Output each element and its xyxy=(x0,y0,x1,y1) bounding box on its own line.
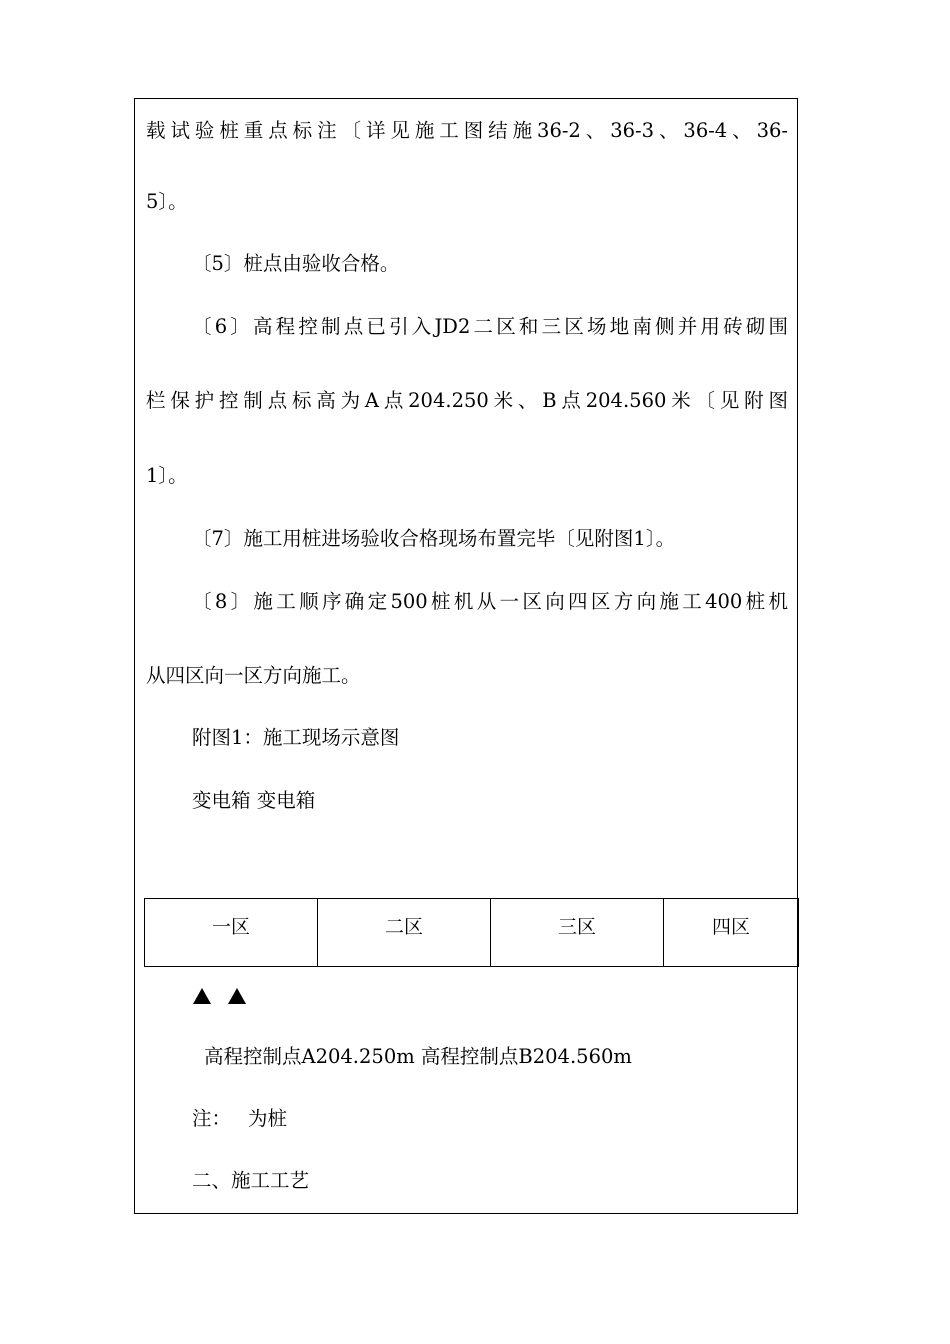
figure-caption: 附图1：施工现场示意图 xyxy=(192,726,400,749)
substation-labels: 变电箱 变电箱 xyxy=(192,789,316,812)
triangle-icon xyxy=(228,988,246,1004)
item-7-line: 〔7〕施工用桩进场验收合格现场布置完毕〔见附图1〕。 xyxy=(192,527,676,550)
zone-diagram xyxy=(144,898,799,967)
control-point-markers xyxy=(193,986,263,1010)
item-6-line-2: 栏保护控制点标高为A点204.250米、B点204.560米〔见附图 xyxy=(146,389,788,412)
triangle-icon xyxy=(193,988,211,1004)
control-points-label: 高程控制点A204.250m 高程控制点B204.560m xyxy=(204,1045,632,1068)
paragraph-line-2: 5〕。 xyxy=(146,190,188,213)
paragraph-line-1: 载试验桩重点标注〔详见施工图结施36-2、36-3、36-4、36- xyxy=(146,119,788,142)
item-8-line-1: 〔8〕施工顺序确定500桩机从一区向四区方向施工400桩机 xyxy=(192,590,788,613)
item-6-line-1: 〔6〕高程控制点已引入JD2二区和三区场地南侧并用砖砌围 xyxy=(192,315,788,338)
zone-3: 三区 xyxy=(491,899,664,966)
item-6-line-3: 1〕。 xyxy=(146,464,188,487)
section-heading: 二、施工工艺 xyxy=(192,1169,310,1192)
note-text: 为桩 xyxy=(248,1107,288,1130)
note-label: 注： xyxy=(192,1107,232,1130)
zone-2: 二区 xyxy=(318,899,491,966)
item-5-line: 〔5〕桩点由验收合格。 xyxy=(192,252,400,275)
zone-4: 四区 xyxy=(711,916,750,938)
zone-1: 一区 xyxy=(145,899,318,966)
item-8-line-2: 从四区向一区方向施工。 xyxy=(146,664,361,687)
